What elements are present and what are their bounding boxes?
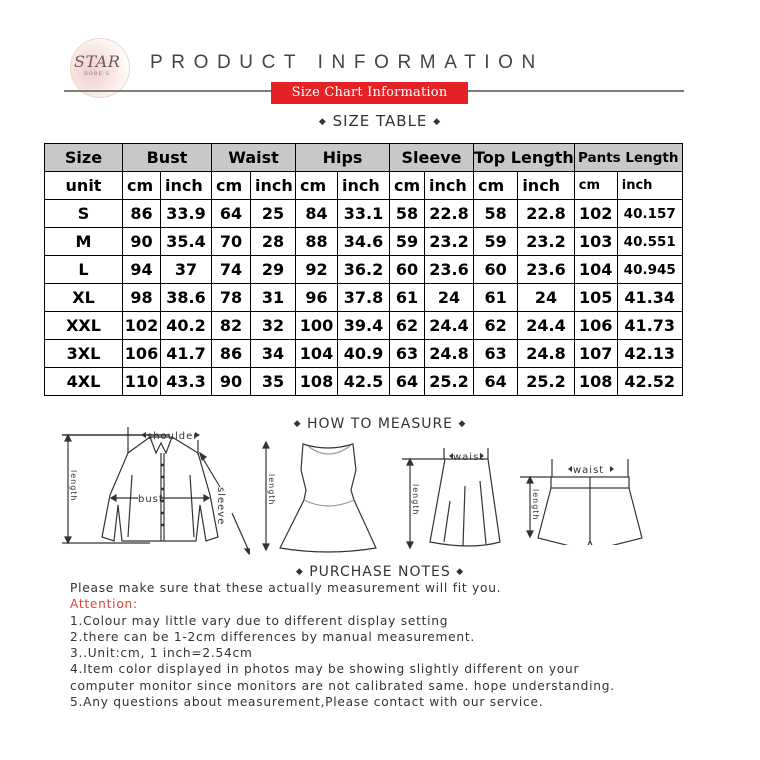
value-cell: 35.4 [161, 228, 212, 256]
waist-label: waist [573, 465, 605, 476]
size-chart-banner: Size Chart Information [271, 82, 468, 104]
notes-intro: Please make sure that these actually measurement will fit you. [70, 581, 502, 595]
value-cell: 36.2 [338, 256, 390, 284]
diamond-bullet-icon: ◆ [456, 567, 465, 577]
size-cell: XXL [45, 312, 123, 340]
unit-cell: cm [212, 172, 251, 200]
how-to-measure-title: HOW TO MEASURE [306, 416, 454, 432]
value-cell: 24.8 [518, 340, 574, 368]
size-cell: 4XL [45, 368, 123, 396]
value-cell: 38.6 [161, 284, 212, 312]
value-cell: 24 [518, 284, 574, 312]
value-cell: 106 [574, 312, 617, 340]
value-cell: 102 [574, 200, 617, 228]
diamond-bullet-icon: ◆ [433, 117, 442, 127]
size-table-title: SIZE TABLE [332, 112, 428, 130]
table-row [45, 312, 683, 340]
size-cell: XL [45, 284, 123, 312]
value-cell: 23.6 [425, 256, 474, 284]
value-cell: 90 [123, 228, 161, 256]
value-cell: 24.4 [518, 312, 574, 340]
value-cell: 42.13 [617, 340, 682, 368]
value-cell: 60 [474, 256, 518, 284]
diamond-bullet-icon: ◆ [318, 117, 327, 127]
value-cell: 64 [212, 200, 251, 228]
value-cell: 61 [390, 284, 425, 312]
size-cell: M [45, 228, 123, 256]
value-cell: 58 [474, 200, 518, 228]
header-bust: Bust [123, 144, 212, 172]
unit-cell: inch [518, 172, 574, 200]
value-cell: 41.34 [617, 284, 682, 312]
value-cell: 59 [474, 228, 518, 256]
header-size: Size [45, 144, 123, 172]
table-row [45, 340, 683, 368]
table-row [45, 368, 683, 396]
purchase-notes [70, 580, 710, 710]
value-cell: 105 [574, 284, 617, 312]
value-cell: 41.73 [617, 312, 682, 340]
length-label: length [531, 489, 540, 521]
value-cell: 23.6 [518, 256, 574, 284]
size-cell: L [45, 256, 123, 284]
value-cell: 86 [212, 340, 251, 368]
value-cell: 24.4 [425, 312, 474, 340]
note-item: computer monitor since monitors are not calibrated same. hope understanding. [70, 678, 615, 693]
value-cell: 22.8 [425, 200, 474, 228]
value-cell: 108 [574, 368, 617, 396]
note-item: 5.Any questions about measurement,Please contact with our service. [70, 695, 544, 710]
page-title: PRODUCT INFORMATION [150, 52, 544, 73]
value-cell: 62 [390, 312, 425, 340]
header-hips: Hips [296, 144, 390, 172]
length-label: length [267, 474, 276, 506]
length-label: length [411, 484, 420, 516]
value-cell: 37.8 [338, 284, 390, 312]
value-cell: 82 [212, 312, 251, 340]
value-cell: 40.9 [338, 340, 390, 368]
value-cell: 86 [123, 200, 161, 228]
value-cell: 40.945 [617, 256, 682, 284]
unit-cell: inch [161, 172, 212, 200]
size-table [44, 143, 683, 396]
value-cell: 103 [574, 228, 617, 256]
value-cell: 104 [296, 340, 338, 368]
unit-cell: cm [574, 172, 617, 200]
value-cell: 104 [574, 256, 617, 284]
value-cell: 29 [251, 256, 296, 284]
note-item: 1.Colour may little vary due to different display setting [70, 613, 449, 628]
value-cell: 23.2 [425, 228, 474, 256]
value-cell: 28 [251, 228, 296, 256]
value-cell: 25.2 [425, 368, 474, 396]
size-table-heading [0, 112, 760, 130]
diamond-bullet-icon: ◆ [458, 419, 467, 429]
diamond-bullet-icon: ◆ [295, 567, 304, 577]
note-item: 2.there can be 1-2cm differences by manual measurement. [70, 629, 476, 644]
sleeve-label: sleeve [215, 487, 226, 526]
header-pants-length: Pants Length [574, 144, 682, 172]
value-cell: 37 [161, 256, 212, 284]
value-cell: 40.157 [617, 200, 682, 228]
note-item: 3..Unit:cm, 1 inch=2.54cm [70, 646, 253, 661]
value-cell: 84 [296, 200, 338, 228]
value-cell: 78 [212, 284, 251, 312]
header-waist: Waist [212, 144, 296, 172]
shirt-diagram [60, 425, 250, 560]
unit-row [45, 172, 683, 200]
unit-cell: cm [296, 172, 338, 200]
value-cell: 61 [474, 284, 518, 312]
size-cell: S [45, 200, 123, 228]
value-cell: 25.2 [518, 368, 574, 396]
unit-cell: inch [251, 172, 296, 200]
value-cell: 43.3 [161, 368, 212, 396]
value-cell: 63 [390, 340, 425, 368]
value-cell: 98 [123, 284, 161, 312]
unit-cell: cm [474, 172, 518, 200]
value-cell: 23.2 [518, 228, 574, 256]
waist-label: waist [453, 452, 485, 463]
unit-label: unit [45, 172, 123, 200]
value-cell: 96 [296, 284, 338, 312]
value-cell: 58 [390, 200, 425, 228]
table-row [45, 284, 683, 312]
value-cell: 106 [123, 340, 161, 368]
brand-logo [62, 36, 134, 102]
unit-cell: inch [338, 172, 390, 200]
value-cell: 32 [251, 312, 296, 340]
skirt-icon [400, 446, 505, 556]
value-cell: 64 [474, 368, 518, 396]
purchase-notes-title: PURCHASE NOTES [309, 564, 451, 580]
shorts-diagram [518, 455, 648, 545]
value-cell: 110 [123, 368, 161, 396]
unit-cell: cm [123, 172, 161, 200]
header-sleeve: Sleeve [390, 144, 474, 172]
value-cell: 92 [296, 256, 338, 284]
attention-label: Attention: [70, 597, 138, 612]
unit-cell: inch [617, 172, 682, 200]
note-item: 4.Item color displayed in photos may be showing slightly different on your [70, 662, 580, 677]
value-cell: 63 [474, 340, 518, 368]
diamond-bullet-icon: ◆ [293, 419, 302, 429]
value-cell: 31 [251, 284, 296, 312]
unit-cell: inch [425, 172, 474, 200]
value-cell: 100 [296, 312, 338, 340]
value-cell: 74 [212, 256, 251, 284]
table-header-row [45, 144, 683, 172]
shirt-icon [60, 425, 250, 560]
value-cell: 25 [251, 200, 296, 228]
size-cell: 3XL [45, 340, 123, 368]
value-cell: 64 [390, 368, 425, 396]
value-cell: 60 [390, 256, 425, 284]
value-cell: 24 [425, 284, 474, 312]
table-row [45, 256, 683, 284]
value-cell: 94 [123, 256, 161, 284]
value-cell: 33.9 [161, 200, 212, 228]
value-cell: 41.7 [161, 340, 212, 368]
skirt-diagram [400, 446, 505, 556]
logo-subtext: ROBE'S [84, 71, 110, 77]
value-cell: 35 [251, 368, 296, 396]
value-cell: 34.6 [338, 228, 390, 256]
value-cell: 34 [251, 340, 296, 368]
length-label: length [69, 470, 78, 502]
table-row [45, 200, 683, 228]
logo-text: STAR [74, 52, 121, 71]
value-cell: 90 [212, 368, 251, 396]
header-top-length: Top Length [474, 144, 575, 172]
value-cell: 39.4 [338, 312, 390, 340]
value-cell: 42.5 [338, 368, 390, 396]
value-cell: 102 [123, 312, 161, 340]
value-cell: 22.8 [518, 200, 574, 228]
shoulder-label: shoulder [147, 431, 199, 442]
dress-icon [258, 440, 378, 555]
bust-label: bust [138, 494, 164, 505]
value-cell: 62 [474, 312, 518, 340]
table-row [45, 228, 683, 256]
value-cell: 70 [212, 228, 251, 256]
value-cell: 24.8 [425, 340, 474, 368]
value-cell: 42.52 [617, 368, 682, 396]
shorts-icon [518, 455, 648, 545]
value-cell: 88 [296, 228, 338, 256]
unit-cell: cm [390, 172, 425, 200]
value-cell: 108 [296, 368, 338, 396]
purchase-notes-heading [0, 564, 760, 580]
value-cell: 59 [390, 228, 425, 256]
value-cell: 40.551 [617, 228, 682, 256]
value-cell: 107 [574, 340, 617, 368]
value-cell: 40.2 [161, 312, 212, 340]
value-cell: 33.1 [338, 200, 390, 228]
dress-diagram [258, 440, 378, 555]
